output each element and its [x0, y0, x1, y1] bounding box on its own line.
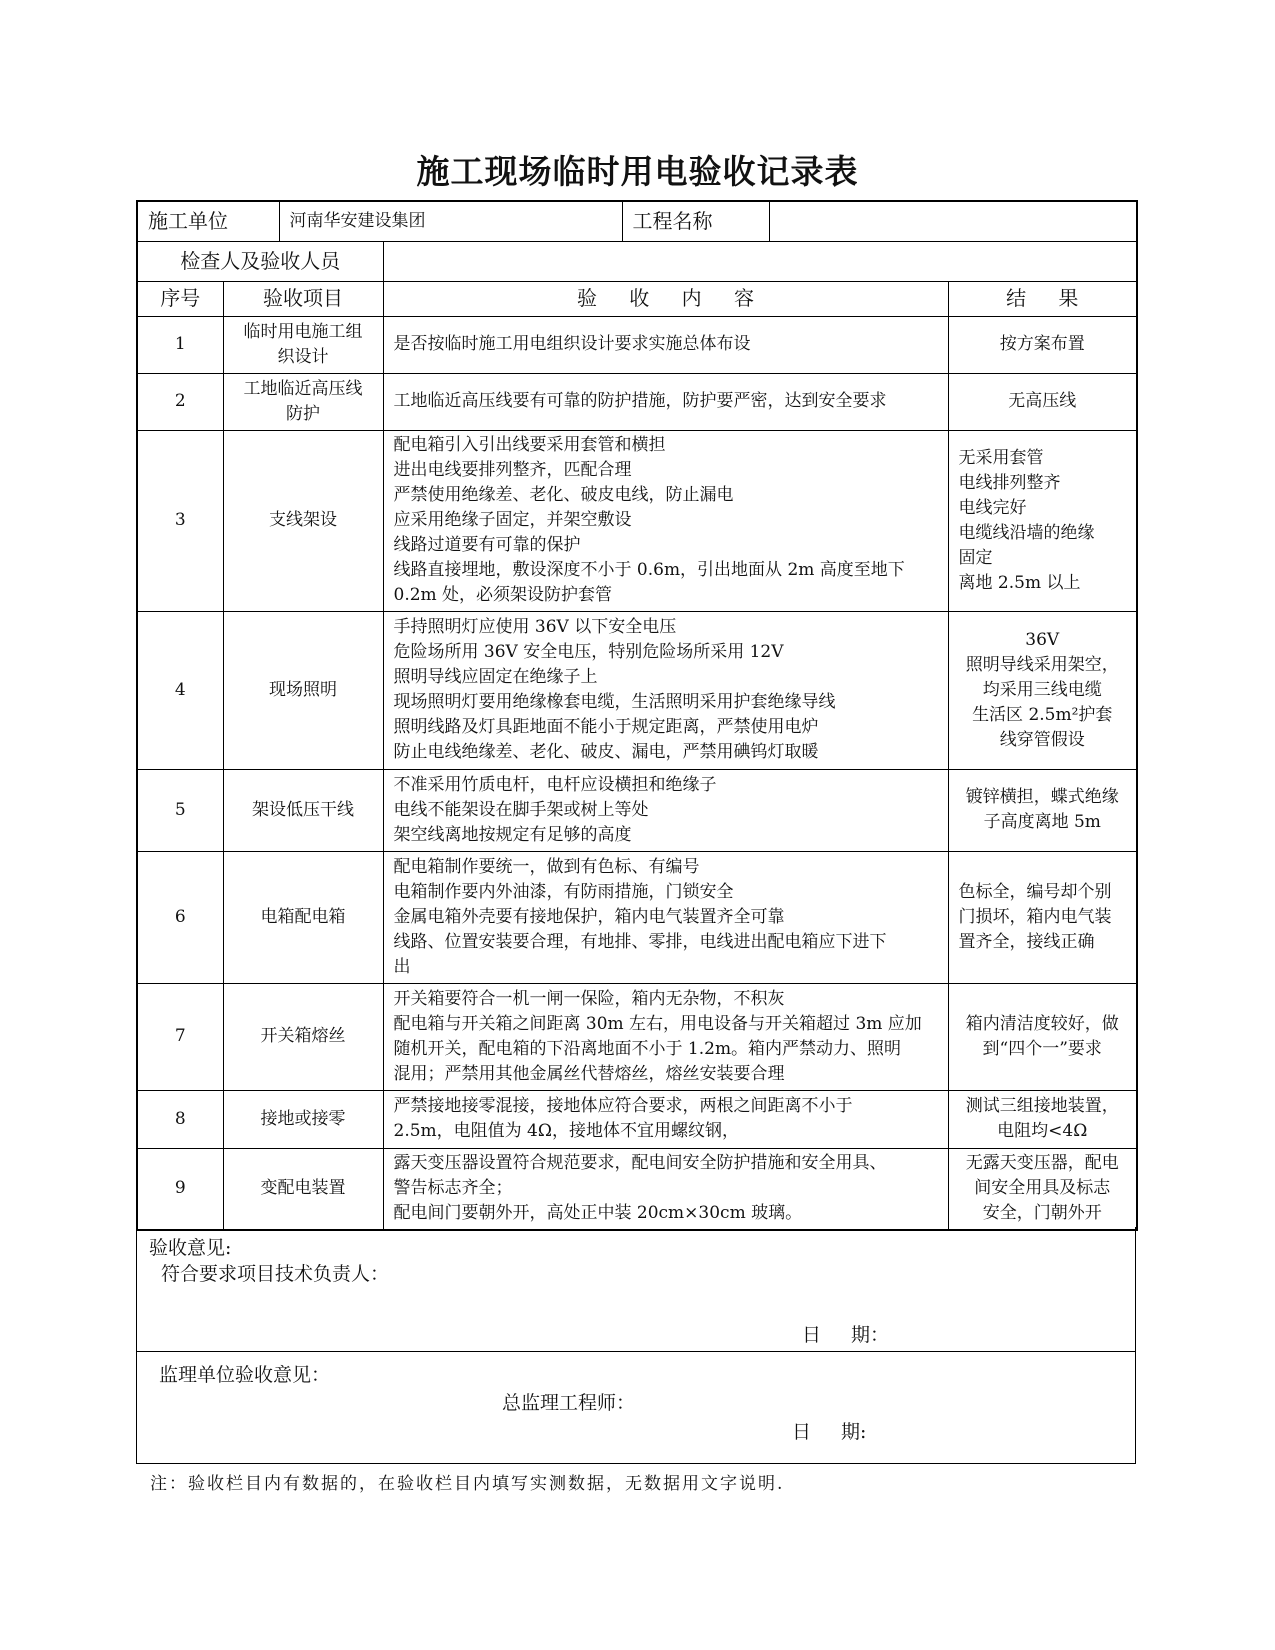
col-content: 验 收 内 容: [383, 281, 948, 316]
row-result: [948, 316, 1137, 373]
content-line: 是否按临时施工用电组织设计要求实施总体布设: [393, 334, 751, 354]
unit-value: 河南华安建设集团: [279, 201, 622, 241]
result-line: 按方案布置: [999, 334, 1085, 354]
col-no: 序号: [137, 281, 223, 316]
content-line: 应采用绝缘子固定，并架空敷设: [393, 510, 632, 530]
content-line: 出: [393, 956, 411, 977]
supervision-opinion-box: [136, 1352, 1136, 1464]
row-number: 6: [137, 851, 223, 983]
result-line: 子高度离地 5m: [983, 812, 1101, 832]
result-line: 色标全，编号却个别: [958, 881, 1112, 902]
content-line: 工地临近高压线要有可靠的防护措施，防护要严密，达到安全要求: [393, 391, 887, 411]
acceptance-opinion-box: [136, 1227, 1136, 1352]
table-row: [137, 983, 1137, 1090]
row-number: 8: [137, 1090, 223, 1148]
result-line: 置齐全，接线正确: [958, 931, 1095, 952]
content-line: 线路直接埋地，敷设深度不小于 0.6m，引出地面从 2m 高度至地下: [393, 560, 905, 580]
result-line: 到“四个一”要求: [982, 1038, 1102, 1059]
result-line: 照明导线采用架空，: [965, 654, 1119, 675]
supervision-label: 监理单位验收意见：: [159, 1364, 331, 1386]
content-line: 严禁使用绝缘差、老化、破皮电线，防止漏电: [393, 485, 734, 505]
result-line: 生活区 2.5m²护套: [972, 704, 1113, 725]
result-line: 镀锌横担，蝶式绝缘: [965, 787, 1119, 807]
header-row-inspectors: [137, 241, 1137, 281]
result-line: 箱内清洁度较好，做: [965, 1013, 1119, 1034]
content-line: 线路、位置安装要合理，有地排、零排，电线进出配电箱应下进下: [393, 931, 887, 952]
content-line: 照明线路及灯具距地面不能小于规定距离，严禁使用电炉: [393, 717, 819, 737]
row-number: 4: [137, 611, 223, 769]
row-number: 7: [137, 983, 223, 1090]
row-number: 3: [137, 430, 223, 611]
table-row: [137, 769, 1137, 851]
content-line: 配电箱引入引出线要采用套管和横担: [393, 435, 666, 455]
row-result: [948, 611, 1137, 769]
row-content: [383, 1148, 948, 1230]
footnote: 注：验收栏目内有数据的，在验收栏目内填写实测数据，无数据用文字说明.: [150, 1474, 785, 1494]
content-line: 架空线离地按规定有足够的高度: [393, 824, 632, 845]
result-line: 无采用套管: [958, 447, 1044, 468]
content-line: 严禁接地接零混接，接地体应符合要求，两根之间距离不小于: [393, 1096, 853, 1116]
content-line: 照明导线应固定在绝缘子上: [393, 667, 598, 687]
content-line: 混用；严禁用其他金属丝代替熔丝，熔丝安装要合理: [393, 1063, 785, 1084]
result-line: 电线排列整齐: [958, 472, 1061, 493]
row-content: [383, 983, 948, 1090]
header-row-unit: [137, 201, 1137, 241]
content-line: 线路过道要有可靠的保护: [393, 535, 581, 555]
row-content: [383, 373, 948, 430]
content-line: 配电箱制作要统一，做到有色标、有编号: [393, 856, 700, 877]
row-result: [948, 983, 1137, 1090]
row-item: 临时用电施工组织设计: [223, 316, 383, 373]
column-header-row: [137, 281, 1137, 316]
acceptance-date: 日 期：: [802, 1324, 890, 1346]
row-item: 架设低压干线: [223, 769, 383, 851]
content-line: 开关箱要符合一机一闸一保险，箱内无杂物，不积灰: [393, 988, 785, 1009]
row-content: [383, 851, 948, 983]
supervision-date: 日 期:: [792, 1421, 867, 1443]
row-item: 现场照明: [223, 611, 383, 769]
content-line: 金属电箱外壳要有接地保护，箱内电气装置齐全可靠: [393, 906, 785, 927]
row-item: 接地或接零: [223, 1090, 383, 1148]
result-line: 电线完好: [958, 497, 1027, 518]
table-row: [137, 316, 1137, 373]
content-line: 露天变压器设置符合规范要求，配电间安全防护措施和安全用具、: [393, 1153, 887, 1174]
result-line: 门损坏，箱内电气装: [958, 906, 1112, 927]
content-line: 配电箱与开关箱之间距离 30m 左右，用电设备与开关箱超过 3m 应加: [393, 1013, 922, 1034]
inspectors-label: 检查人及验收人员: [137, 241, 383, 281]
result-line: 测试三组接地装置，: [965, 1096, 1119, 1116]
table-row: [137, 851, 1137, 983]
row-content: [383, 316, 948, 373]
result-line: 间安全用具及标志: [974, 1178, 1111, 1199]
row-content: [383, 1090, 948, 1148]
project-value: [769, 201, 1137, 241]
row-number: 9: [137, 1148, 223, 1230]
row-result: [948, 1148, 1137, 1230]
content-line: 配电间门要朝外开，高处正中装 20cm×30cm 玻璃。: [393, 1203, 803, 1224]
content-line: 进出电线要排列整齐，匹配合理: [393, 460, 632, 480]
result-line: 线穿管假设: [999, 729, 1085, 750]
row-result: [948, 430, 1137, 611]
result-line: 均采用三线电缆: [982, 679, 1102, 700]
table-row: [137, 1090, 1137, 1148]
content-line: 现场照明灯要用绝缘橡套电缆，生活照明采用护套绝缘导线: [393, 692, 836, 712]
row-result: [948, 851, 1137, 983]
acceptance-text: 符合要求项目技术负责人：: [161, 1263, 390, 1285]
content-line: 手持照明灯应使用 36V 以下安全电压: [393, 617, 677, 637]
row-result: [948, 769, 1137, 851]
row-content: [383, 430, 948, 611]
content-line: 0.2m 处，必须架设防护套管: [393, 585, 613, 605]
inspectors-value: [383, 241, 1137, 281]
project-label: 工程名称: [622, 201, 769, 241]
table-row: [137, 430, 1137, 611]
content-line: 危险场所用 36V 安全电压，特别危险场所采用 12V: [393, 642, 784, 662]
content-line: 不准采用竹质电杆，电杆应设横担和绝缘子: [393, 774, 717, 795]
row-item: 支线架设: [223, 430, 383, 611]
table-row: [137, 373, 1137, 430]
row-item: 变配电装置: [223, 1148, 383, 1230]
col-result: 结 果: [948, 281, 1137, 316]
content-line: 电箱制作要内外油漆，有防雨措施，门锁安全: [393, 881, 734, 902]
result-line: 电阻均<4Ω: [997, 1121, 1088, 1141]
acceptance-label: 验收意见:: [149, 1237, 232, 1259]
row-number: 2: [137, 373, 223, 430]
row-content: [383, 611, 948, 769]
chief-engineer: 总监理工程师：: [502, 1392, 636, 1414]
row-item: 电箱配电箱: [223, 851, 383, 983]
result-line: 安全，门朝外开: [982, 1203, 1102, 1224]
content-line: 2.5m，电阻值为 4Ω，接地体不宜用螺纹钢，: [393, 1121, 739, 1141]
content-line: 电线不能架设在脚手架或树上等处: [393, 799, 649, 820]
result-line: 无高压线: [1008, 391, 1077, 411]
row-result: [948, 1090, 1137, 1148]
result-line: 离地 2.5m 以上: [958, 572, 1081, 593]
row-number: 5: [137, 769, 223, 851]
content-line: 警告标志齐全；: [393, 1178, 513, 1199]
content-line: 防止电线绝缘差、老化、破皮、漏电，严禁用碘钨灯取暖: [393, 742, 819, 762]
col-item: 验收项目: [223, 281, 383, 316]
result-line: 36V: [1025, 629, 1060, 650]
unit-label: 施工单位: [137, 201, 279, 241]
row-content: [383, 769, 948, 851]
row-number: 1: [137, 316, 223, 373]
row-result: [948, 373, 1137, 430]
row-item: 工地临近高压线防护: [223, 373, 383, 430]
content-line: 随机开关，配电箱的下沿离地面不小于 1.2m。箱内严禁动力、照明: [393, 1038, 902, 1059]
result-line: 固定: [958, 547, 993, 568]
page-title: 施工现场临时用电验收记录表: [416, 152, 859, 191]
result-line: 无露天变压器，配电: [965, 1153, 1119, 1174]
inspection-table: [136, 200, 1138, 1231]
result-line: 电缆线沿墙的绝缘: [958, 522, 1095, 543]
table-row: [137, 1148, 1137, 1230]
table-row: [137, 611, 1137, 769]
row-item: 开关箱熔丝: [223, 983, 383, 1090]
